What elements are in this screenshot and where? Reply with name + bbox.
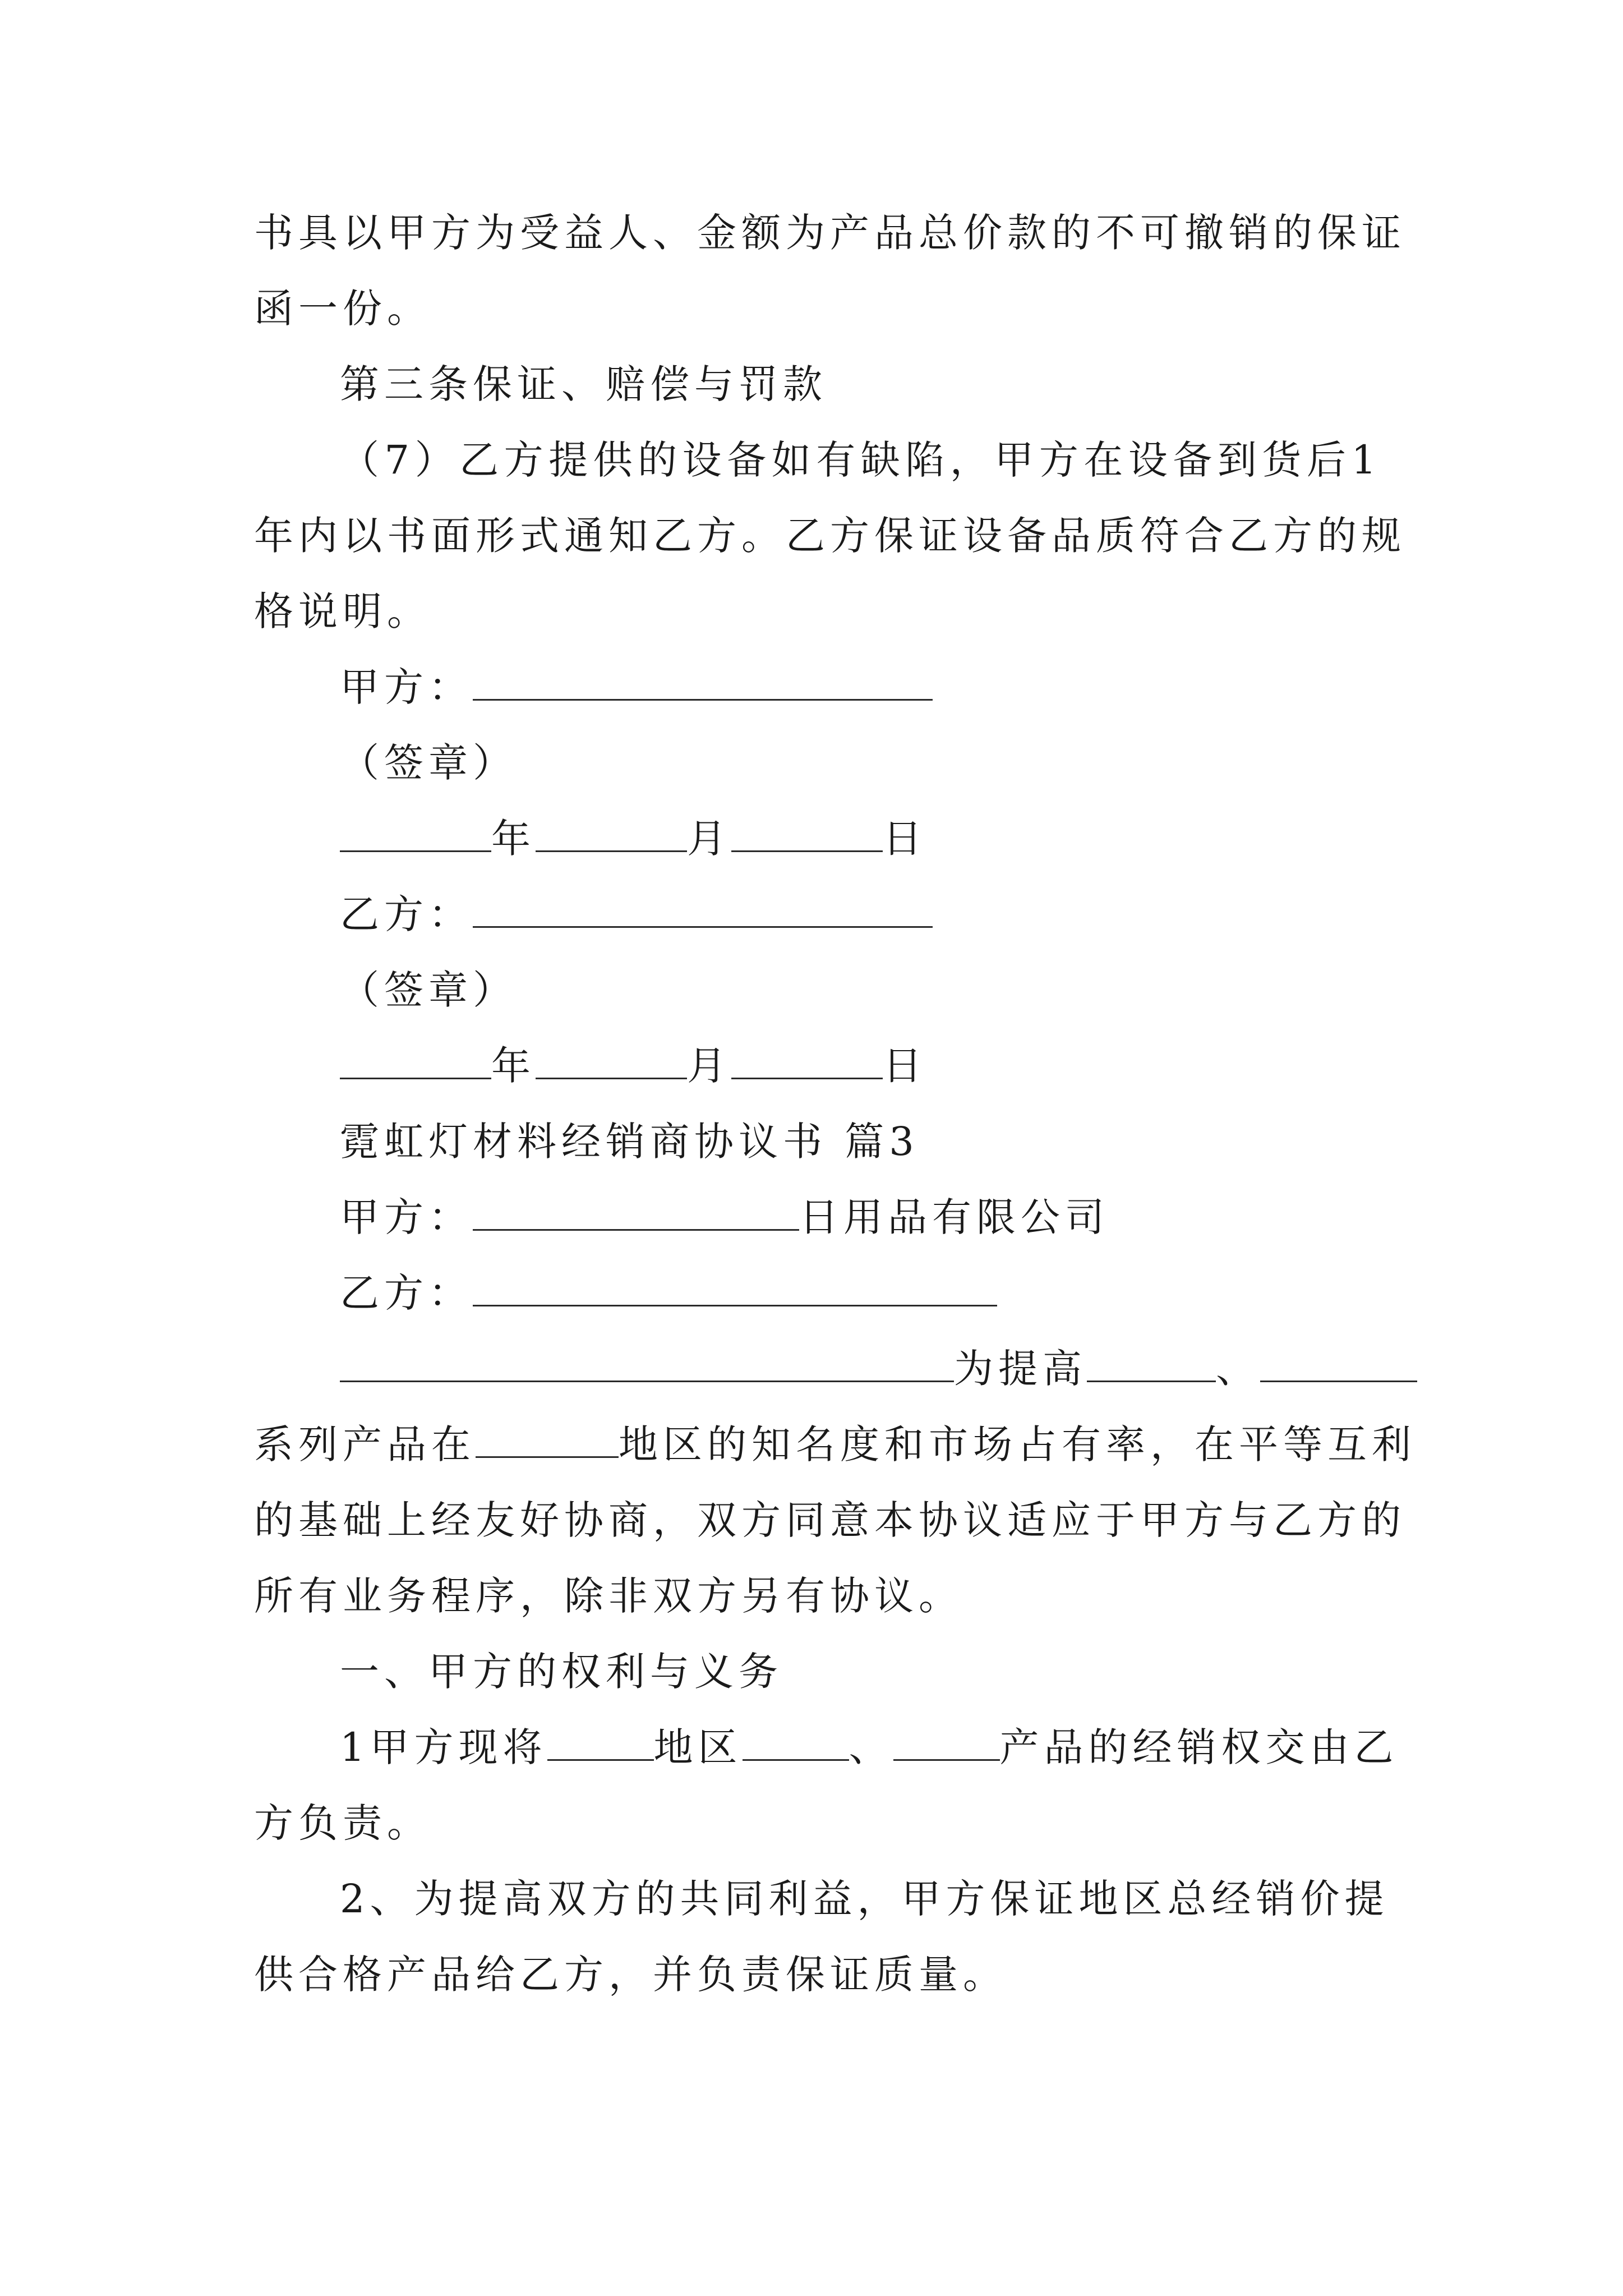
fill-blank[interactable] [476,1421,619,1458]
paragraph-line: 书具以甲方为受益人、金额为产品总价款的不可撤销的保证 [254,210,1406,256]
paragraph-line: 年内以书面形式通知乙方。乙方保证设备品质符合乙方的规 [254,513,1406,559]
paragraph-line [254,1419,1416,1470]
party-b-label: 乙方： [340,1270,473,1316]
party-b-label: 乙方： [340,891,473,937]
inline-text: 地区的知名度和市场占有率，在平等互利 [619,1421,1416,1467]
inline-text: 、 [849,1724,893,1770]
seal-label: （签章） [340,967,517,1013]
date-line [340,813,1381,864]
inline-text: 产品的经销权交由乙 [999,1724,1399,1770]
paragraph-line: （7）乙方提供的设备如有缺陷，甲方在设备到货后1 [340,437,1381,483]
party-b-line [340,1268,1381,1318]
fill-blank[interactable] [1087,1346,1216,1382]
fill-blank[interactable] [340,1346,954,1382]
section-heading: 霓虹灯材料经销商协议书 篇3 [340,1119,919,1165]
paragraph-line: 方负责。 [254,1800,431,1846]
party-a-label: 甲方： [340,664,473,710]
month-blank[interactable] [536,1043,687,1079]
paragraph-line: 所有业务程序，除非双方另有协议。 [254,1573,963,1619]
paragraph-line [340,1722,1399,1773]
party-a-signature-line [340,662,1381,712]
date-line [340,1041,1381,1091]
paragraph-line: 供合格产品给乙方，并负责保证质量。 [254,1952,1007,1998]
month-label: 月 [687,816,731,862]
seal-label: （签章） [340,740,517,786]
inline-text: 地区 [653,1724,743,1770]
year-blank[interactable] [340,816,491,852]
fill-blank[interactable] [547,1724,654,1761]
company-name-blank[interactable] [473,1194,799,1231]
paragraph-line [340,1343,1381,1394]
month-blank[interactable] [536,816,687,852]
party-b-signature-line [340,889,1381,940]
paragraph-line: 格说明。 [254,588,431,634]
inline-text: 为提高 [954,1346,1087,1392]
day-blank[interactable] [731,1043,883,1079]
year-blank[interactable] [340,1043,491,1079]
fill-blank[interactable] [1260,1346,1417,1382]
paragraph-line: 2、为提高双方的共同利益，甲方保证地区总经销价提 [340,1876,1389,1922]
party-a-label: 甲方： [340,1194,473,1240]
inline-text: 、 [1216,1346,1260,1392]
year-label: 年 [491,1043,536,1089]
day-blank[interactable] [731,816,883,852]
inline-text: 系列产品在 [254,1421,476,1467]
year-label: 年 [491,816,536,862]
fill-blank[interactable] [743,1724,849,1761]
day-label: 日 [883,1043,927,1089]
article-heading: 第三条保证、赔偿与罚款 [340,361,827,407]
party-a-company-line [340,1192,1381,1243]
party-b-blank[interactable] [473,1270,997,1306]
party-b-blank[interactable] [473,891,933,928]
paragraph-line: 函一份。 [254,286,431,332]
section-title: 一、甲方的权利与义务 [340,1649,783,1695]
month-label: 月 [687,1043,731,1089]
paragraph-line: 的基础上经友好协商，双方同意本协议适应于甲方与乙方的 [254,1497,1406,1543]
company-suffix: 日用品有限公司 [799,1194,1109,1240]
day-label: 日 [883,816,927,862]
party-a-blank[interactable] [473,664,933,701]
fill-blank[interactable] [893,1724,1000,1761]
inline-text: 1甲方现将 [340,1724,547,1770]
